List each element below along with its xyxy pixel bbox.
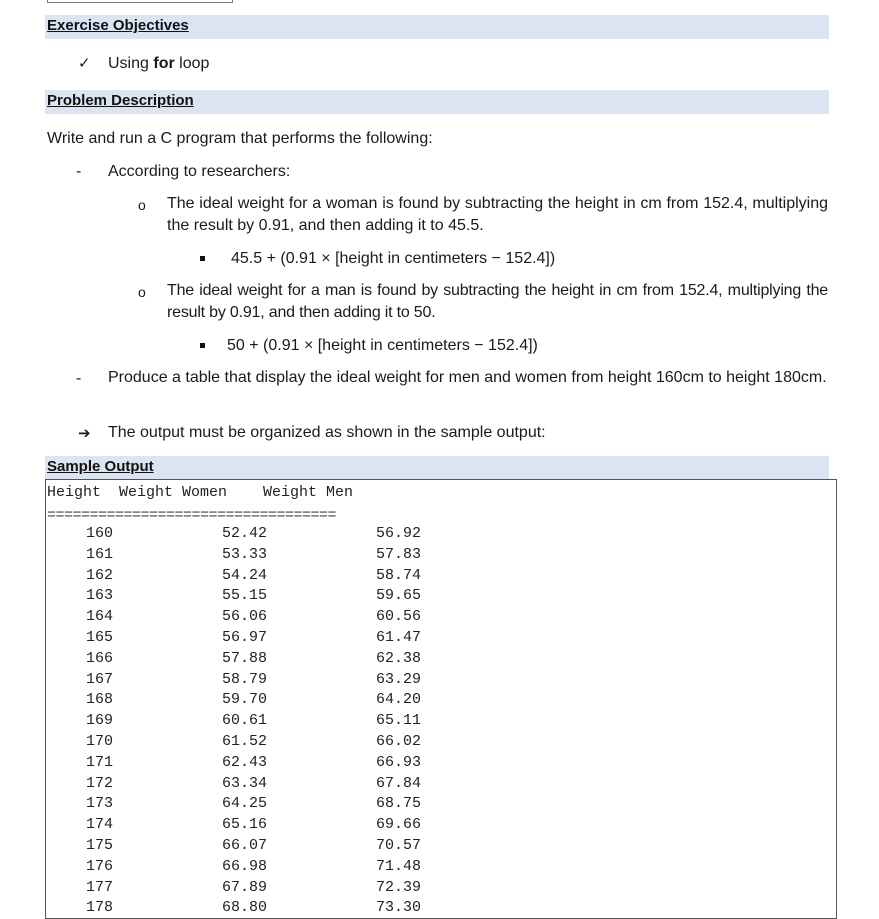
objective-item — [108, 53, 209, 75]
row-weight-men: 61.47 — [375, 629, 421, 646]
row-weight-women: 52.42 — [221, 525, 267, 542]
man-formula: 50 + (0.91 × [height in centimeters − 152.4]) — [227, 337, 538, 354]
row-height: 164 — [85, 608, 113, 626]
sample-title: Sample Output — [47, 458, 154, 475]
square-bullet-1 — [200, 256, 205, 261]
row-weight-men: 73.30 — [375, 899, 421, 917]
objectives-title: Exercise Objectives — [47, 17, 189, 34]
row-height: 178 — [85, 899, 113, 917]
row-weight-women: 55.15 — [221, 587, 267, 605]
woman-formula: 45.5 + (0.91 × [height in centimeters − 152.4]) — [231, 250, 556, 267]
problem-intro: Write and run a C program that performs the following: — [47, 130, 433, 147]
square-bullet-2 — [200, 343, 205, 348]
row-weight-women: 68.80 — [221, 899, 267, 917]
row-weight-men: 57.83 — [375, 545, 421, 563]
row-weight-women: 60.61 — [221, 712, 267, 730]
point-produce-table: Produce a table that display the ideal weight for men and women from height 160cm to height 180cm. — [108, 369, 827, 386]
row-weight-women: 62.43 — [221, 753, 267, 771]
row-height: 166 — [85, 649, 113, 667]
row-height: 170 — [85, 733, 113, 750]
row-weight-women: 65.16 — [221, 816, 267, 834]
objective-item-prefix: Using — [108, 55, 154, 72]
problem-section-bar — [45, 90, 829, 114]
row-height: 163 — [85, 587, 113, 605]
row-weight-women: 64.25 — [221, 795, 267, 813]
row-height: 165 — [85, 629, 113, 646]
sample-section-bar — [45, 456, 829, 479]
circle-bullet-2: o — [138, 284, 146, 300]
row-weight-women: 61.52 — [221, 733, 267, 750]
row-weight-women: 56.06 — [221, 608, 267, 626]
problem-title: Problem Description — [47, 92, 194, 109]
row-weight-men: 67.84 — [375, 774, 421, 792]
row-height: 167 — [85, 670, 113, 688]
woman-weight-text: The ideal weight for a woman is found by subtracting the height in cm from 152.4, multiplying the result by 0.91, and then adding it to 45.5. — [167, 195, 828, 234]
row-height: 174 — [85, 816, 113, 834]
row-height: 160 — [85, 525, 113, 542]
check-icon: ✓ — [78, 54, 91, 72]
row-weight-men: 69.66 — [375, 816, 421, 834]
row-weight-women: 66.98 — [221, 857, 267, 875]
row-height: 177 — [85, 878, 113, 896]
objective-item-keyword: for — [153, 55, 175, 72]
objective-item-suffix: loop — [174, 55, 210, 72]
row-height: 169 — [85, 712, 113, 730]
arrow-icon: ➔ — [78, 424, 91, 442]
row-height: 171 — [85, 753, 113, 771]
man-weight-text: The ideal weight for a man is found by subtracting the height in cm from 152.4, multiplying the result by 0.91, and then adding it to 50. — [167, 282, 828, 321]
row-weight-men: 63.29 — [375, 670, 421, 688]
row-weight-men: 62.38 — [375, 649, 421, 667]
row-height: 176 — [85, 857, 113, 875]
row-weight-men: 65.11 — [375, 712, 421, 730]
row-weight-men: 66.02 — [375, 733, 421, 750]
row-weight-men: 70.57 — [375, 837, 421, 854]
row-weight-women: 63.34 — [221, 774, 267, 792]
row-weight-men: 60.56 — [375, 608, 421, 626]
row-weight-men: 72.39 — [375, 878, 421, 896]
row-weight-women: 57.88 — [221, 649, 267, 667]
row-weight-men: 68.75 — [375, 795, 421, 813]
row-weight-men: 58.74 — [375, 566, 421, 584]
top-rule — [47, 0, 233, 3]
row-weight-men: 56.92 — [375, 525, 421, 542]
objectives-section-bar — [45, 15, 829, 39]
row-weight-men: 64.20 — [375, 691, 421, 709]
output-note: The output must be organized as shown in the sample output: — [108, 424, 546, 441]
output-rule: ================================== — [47, 507, 337, 524]
point-researchers: According to researchers: — [108, 163, 291, 180]
row-weight-men: 59.65 — [375, 587, 421, 605]
row-weight-women: 59.70 — [221, 691, 267, 709]
row-weight-women: 67.89 — [221, 878, 267, 896]
row-height: 161 — [85, 545, 113, 563]
circle-bullet-1: o — [138, 197, 146, 213]
row-height: 175 — [85, 837, 113, 854]
row-height: 173 — [85, 795, 113, 813]
row-weight-women: 58.79 — [221, 670, 267, 688]
row-height: 172 — [85, 774, 113, 792]
sample-output-console — [45, 479, 837, 919]
row-weight-women: 54.24 — [221, 566, 267, 584]
row-weight-women: 56.97 — [221, 629, 267, 646]
row-weight-women: 66.07 — [221, 837, 267, 854]
dash-bullet-2: - — [76, 370, 82, 387]
row-height: 162 — [85, 566, 113, 584]
row-weight-men: 71.48 — [375, 857, 421, 875]
row-height: 168 — [85, 691, 113, 709]
dash-bullet-1: - — [76, 163, 82, 180]
output-header: Height Weight Women Weight Men — [47, 484, 354, 501]
row-weight-men: 66.93 — [375, 753, 421, 771]
row-weight-women: 53.33 — [221, 545, 267, 563]
